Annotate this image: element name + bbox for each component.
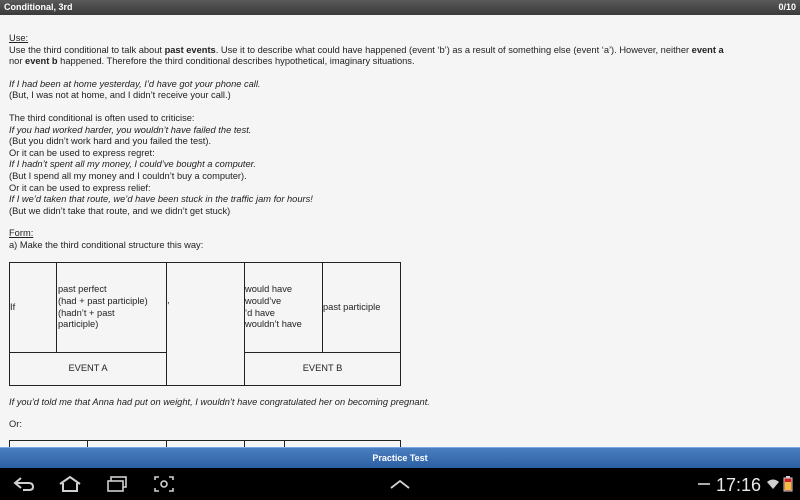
cell-past-participle: past participle — [322, 262, 401, 353]
home-icon[interactable] — [58, 474, 82, 494]
use-heading: Use: — [9, 33, 29, 43]
table2-cell — [9, 440, 88, 447]
cell-event-a: EVENT A — [9, 352, 167, 386]
relief-intro: Or it can be used to express relief: — [9, 182, 151, 193]
lesson-text — [9, 33, 785, 252]
table2-cell — [244, 440, 285, 447]
lesson-content[interactable] — [0, 15, 800, 447]
back-icon[interactable] — [12, 474, 36, 494]
wifi-icon — [766, 474, 780, 494]
table2-cell — [284, 440, 401, 447]
regret-intro: Or it can be used to express regret: — [9, 147, 155, 158]
cell-past-perfect: past perfect (had + past participle) (hadn’t + past participle) — [56, 262, 167, 353]
lesson-title: Conditional, 3rd — [4, 2, 73, 12]
relief-note: (But we didn’t take that route, and we didn’t get stuck) — [9, 205, 231, 216]
cell-event-b: EVENT B — [244, 352, 401, 386]
cell-if: If — [9, 262, 57, 353]
battery-icon — [780, 474, 796, 494]
screenshot-icon[interactable] — [152, 474, 176, 494]
system-navigation-bar — [0, 468, 800, 500]
chevron-up-icon[interactable] — [388, 474, 412, 494]
criticise-example: If you had worked harder, you wouldn’t have failed the test. — [9, 124, 252, 135]
regret-note: (But I spend all my money and I couldn’t buy a computer). — [9, 170, 247, 181]
example-1-note: (But, I was not at home, and I didn’t receive your call.) — [9, 90, 231, 101]
relief-example: If I we’d taken that route, we’d have been stuck in the traffic jam for hours! — [9, 194, 313, 205]
structure-table-2 — [9, 440, 401, 447]
progress-counter: 0/10 — [778, 2, 796, 12]
practice-test-button[interactable]: Practice Test — [0, 447, 800, 468]
form-example: If you’d told me that Anna had put on weight, I wouldn’t have congratulated her on becoming pregnant. — [9, 397, 430, 407]
table2-cell — [87, 440, 167, 447]
title-bar — [0, 0, 800, 15]
clock: 17:16 — [716, 475, 762, 495]
criticise-intro: The third conditional is often used to criticise: — [9, 112, 195, 123]
structure-table — [9, 262, 401, 386]
criticise-note: (But you didn’t work hard and you failed the test). — [9, 136, 212, 147]
regret-example: If I hadn’t spent all my money, I could’ve bought a computer. — [9, 159, 257, 170]
recent-apps-icon[interactable] — [105, 474, 129, 494]
cell-would-have: would have would’ve ’d have wouldn’t have — [244, 262, 323, 353]
or-label: Or: — [9, 419, 22, 429]
form-text: a) Make the third conditional structure this way: — [9, 239, 204, 250]
use-paragraph: Use the third conditional to talk about past events. Use it to describe what could have happened (event ‘b’) as a result of something else (event ‘a’). However, neither event a nor event b happened. Therefore the third conditional describes hypothetical, imaginary situations. — [9, 44, 724, 67]
table2-cell — [166, 440, 245, 447]
example-1: If I had been at home yesterday, I’d have got your phone call. — [9, 78, 261, 89]
notification-dash-icon — [692, 474, 716, 494]
cell-comma: , — [166, 262, 245, 386]
form-heading: Form: — [9, 228, 34, 239]
